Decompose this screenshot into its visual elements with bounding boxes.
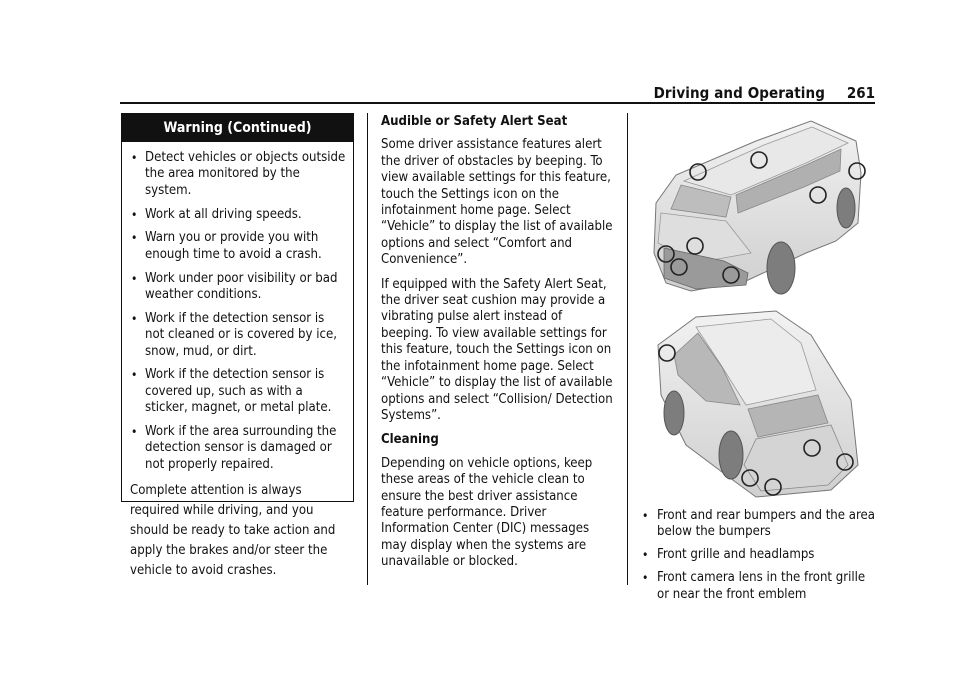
warning-box xyxy=(121,113,354,579)
paragraph: If equipped with the Safety Alert Seat, the driver seat cushion may provide a vibrating pulse alert instead of beeping. To view available settings for this feature, touch the Settings icon on the infotainment home page. Select “Vehicle” to display the list of available options and select “Collision/ Detection Systems”. xyxy=(381,276,613,423)
warning-list xyxy=(122,142,353,473)
list-item: • Work if the area surrounding the detection sensor is damaged or not properly repaired. xyxy=(131,424,337,472)
bullet-icon: • xyxy=(131,311,138,326)
list-item: • Front and rear bumpers and the area below the bumpers xyxy=(642,508,876,540)
list-item: • Work if the detection sensor is not cleaned or is covered by ice, snow, mud, or dirt. xyxy=(131,310,337,359)
list-item: • Front grille and headlamps xyxy=(642,547,815,563)
bullet-icon: • xyxy=(642,571,649,586)
list-item: • Work at all driving speeds. xyxy=(131,206,302,222)
vehicle-front-illustration xyxy=(636,113,876,300)
column-divider xyxy=(627,113,628,585)
paragraph: Some driver assistance features alert the driver of obstacles by beeping. To view available settings for this feature, touch the Settings icon on the infotainment home page. Select “Vehicle” to display the list of available options and select “Comfort and Convenience”. xyxy=(381,137,613,268)
section-heading: Audible or Safety Alert Seat xyxy=(381,114,568,129)
bullet-icon: • xyxy=(131,368,138,383)
vehicle-rear-illustration xyxy=(636,305,876,500)
list-item: • Warn you or provide you with enough time to avoid a crash. xyxy=(131,230,322,262)
bullet-icon: • xyxy=(642,509,649,523)
bullet-icon: • xyxy=(131,207,138,222)
paragraph: Depending on vehicle options, keep these areas of the vehicle clean to ensure the best driver assistance feature performance. Driver Information Center (DIC) messages may display when the systems are unavailable or blocked. xyxy=(381,455,593,570)
page-number: 261 xyxy=(846,84,875,102)
cleaning-areas-list xyxy=(641,508,876,610)
bullet-icon: • xyxy=(131,151,138,165)
section-title: Driving and Operating xyxy=(653,84,825,102)
middle-column xyxy=(381,114,616,579)
list-item: • Work under poor visibility or bad weather conditions. xyxy=(131,270,338,303)
list-item: • Front camera lens in the front grille or near the front emblem xyxy=(642,570,866,602)
bullet-icon: • xyxy=(131,271,138,286)
list-item: • Work if the detection sensor is covered up, such as with a sticker, magnet, or metal plate. xyxy=(131,367,332,416)
header-rule xyxy=(120,102,875,104)
section-heading: Cleaning xyxy=(381,432,439,448)
warning-body: Complete attention is always required while driving, and you should be ready to take action and apply the brakes and/or steer the vehicle to avoid crashes. xyxy=(130,482,336,579)
bullet-icon: • xyxy=(642,548,649,563)
warning-title: Warning (Continued) xyxy=(122,114,353,142)
bullet-icon: • xyxy=(131,231,138,246)
list-item: • Detect vehicles or objects outside the area monitored by the system. xyxy=(131,150,346,198)
page-header xyxy=(120,78,875,104)
bullet-icon: • xyxy=(131,425,138,440)
column-divider xyxy=(367,113,368,585)
